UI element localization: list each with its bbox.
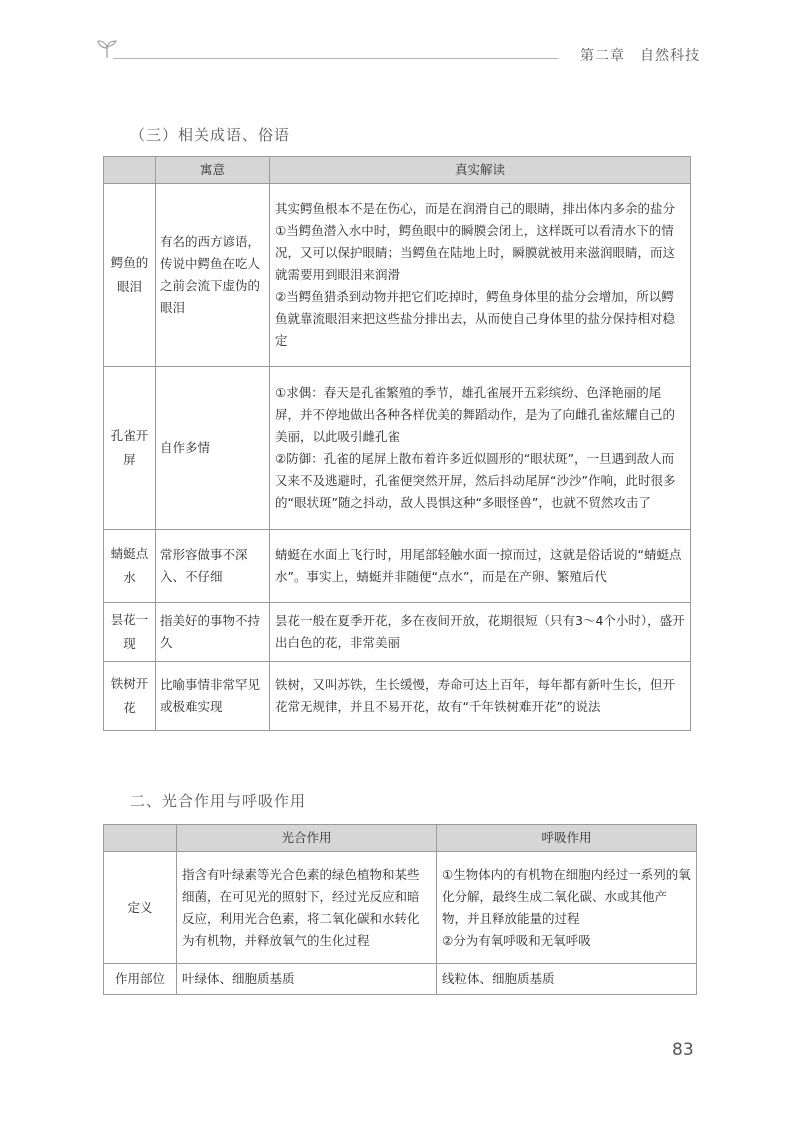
idiom-term: 孔雀开屏 [104,367,156,530]
idiom-meaning: 自作多情 [156,367,270,530]
explanation-para: ①求偶：春天是孔雀繁殖的季节，雄孔雀展开五彩缤纷、色泽艳丽的尾屏，并不停地做出各种各样优美的舞蹈动作，是为了向雌孔雀炫耀自己的美丽，以此吸引雌孔雀 [275,385,676,444]
idiom-explanation [270,603,691,662]
idiom-term: 鳄鱼的眼泪 [104,184,156,367]
page-number: 83 [672,1040,694,1060]
chapter-title: 第二章 自然科技 [580,48,700,64]
table-row [104,852,697,964]
sprout-icon [95,38,119,60]
idiom-meaning: 比喻事情非常罕见或极难实现 [156,662,270,731]
respiration-para: ②分为有氧呼吸和无氧呼吸 [442,932,591,948]
explanation-para: 昙花一般在夏季开花，多在夜间开放，花期很短（只有3～4个小时），盛开出白色的花，非常美丽 [275,613,685,650]
idiom-term: 昙花一现 [104,603,156,662]
idiom-explanation [270,662,691,731]
row-label: 定义 [104,852,177,964]
explanation-para: ①当鳄鱼潜入水中时，鳄鱼眼中的瞬膜会闭上，这样既可以看清水下的情况，又可以保护眼睛；当鳄鱼在陆地上时，瞬膜就被用来滋润眼睛，而这就需要用到眼泪来润滑 [275,223,676,282]
idiom-explanation [270,184,691,367]
header-rule [113,58,558,59]
idiom-term: 铁树开花 [104,662,156,731]
header-cell-photosynthesis: 光合作用 [177,825,437,852]
respiration-para: ①生物体内的有机物在细胞内经过一系列的氧化分解，最终生成二氧化碳、水或其他产物，并且释放能量的过程 [442,866,691,926]
section-title-photosynthesis: 二、光合作用与呼吸作用 [130,792,307,810]
respiration-cell [437,964,697,995]
header-cell-explanation: 真实解读 [270,157,691,184]
header-cell-blank [104,825,177,852]
table-row [104,184,691,367]
header-cell-meaning: 寓意 [156,157,270,184]
table-row [104,367,691,530]
idiom-meaning: 指美好的事物不持久 [156,603,270,662]
respiration-cell [437,852,697,964]
idiom-meaning: 常形容做事不深入、不仔细 [156,530,270,603]
table-row [104,603,691,662]
table-row [104,530,691,603]
explanation-para: ②防御：孔雀的尾屏上散布着许多近似圆形的“眼状斑”，一旦遇到敌人而又来不及逃避时，孔雀便突然开屏，然后抖动尾屏“沙沙”作响，此时很多的“眼状斑”随之抖动，敌人畏惧这种“多眼怪兽”，也就不贸然攻击了 [275,451,676,510]
table-row [104,964,697,995]
idiom-term: 蜻蜓点水 [104,530,156,603]
idiom-explanation [270,530,691,603]
explanation-para: 蜻蜓在水面上飞行时，用尾部轻触水面一掠而过，这就是俗话说的“蜻蜓点水”。事实上，蜻蜓并非随便“点水”，而是在产卵、繁殖后代 [275,547,682,584]
section-title-idioms: （三）相关成语、俗语 [130,126,291,144]
table-header-row [104,825,697,852]
table-header-row [104,157,691,184]
explanation-para: 其实鳄鱼根本不是在伤心，而是在润滑自己的眼睛，排出体内多余的盐分 [275,201,676,216]
table-row [104,662,691,731]
explanation-para: ②当鳄鱼猎杀到动物并把它们吃掉时，鳄鱼身体里的盐分会增加，所以鳄鱼就靠流眼泪来把这些盐分排出去，从而使自己身体里的盐分保持相对稳定 [275,289,676,348]
idiom-explanation [270,367,691,530]
photosynthesis-cell: 叶绿体、细胞质基质 [177,964,437,995]
photosynthesis-respiration-table [103,824,697,995]
explanation-para: 铁树，又叫苏铁，生长缓慢，寿命可达上百年，每年都有新叶生长，但开花常无规律，并且不易开花，故有“千年铁树难开花”的说法 [275,677,676,714]
respiration-para: 线粒体、细胞质基质 [442,971,555,986]
photosynthesis-cell: 指含有叶绿素等光合色素的绿色植物和某些细菌，在可见光的照射下，经过光反应和暗反应，利用光合色素，将二氧化碳和水转化为有机物，并释放氧气的生化过程 [177,852,437,964]
row-label: 作用部位 [104,964,177,995]
idiom-meaning: 有名的西方谚语，传说中鳄鱼在吃人之前会流下虚伪的眼泪 [156,184,270,367]
running-header [95,38,700,68]
idioms-table [103,156,691,731]
header-cell-blank [104,157,156,184]
header-cell-respiration: 呼吸作用 [437,825,697,852]
